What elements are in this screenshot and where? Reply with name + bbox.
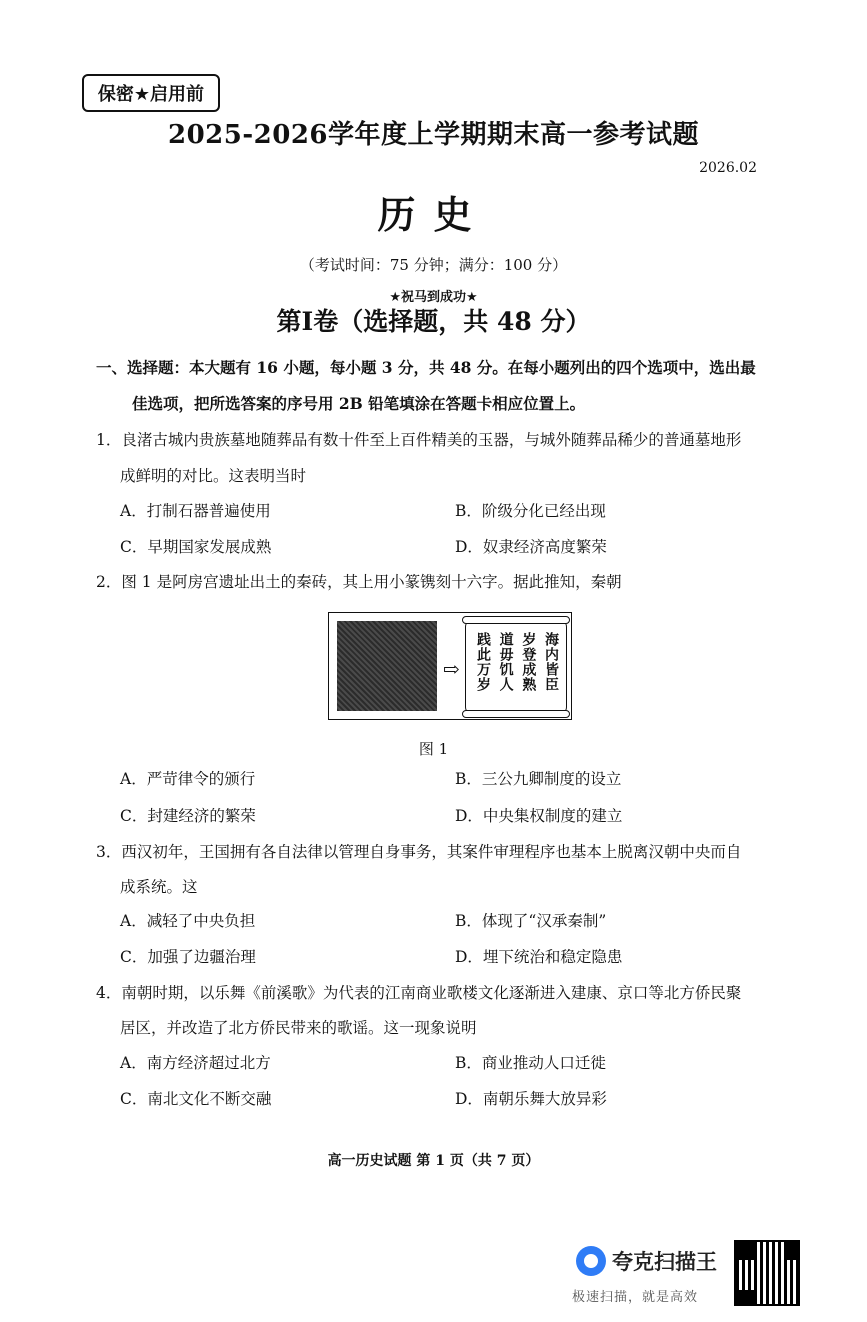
question-2-stem-line1: 2．图 1 是阿房宫遗址出土的秦砖，其上用小篆镌刻十六字。据此推知，秦朝: [96, 573, 622, 591]
question-1-option-d: D．奴隶经济高度繁荣: [455, 538, 607, 556]
question-3-option-a: A．减轻了中央负担: [120, 912, 256, 930]
watermark-slogan: 极速扫描，就是高效: [572, 1290, 699, 1305]
brick-rubbing-image: [337, 621, 437, 711]
figure-1-qin-brick: [328, 612, 572, 720]
question-1-stem-line1: 1．良渚古城内贵族墓地随葬品有数十件至上百件精美的玉器，与城外随葬品稀少的普通墓地形: [96, 431, 742, 449]
inscription-column-1: 海内皆臣: [542, 632, 559, 692]
question-3-option-d: D．埋下统治和稳定隐患: [455, 948, 623, 966]
question-4-option-b: B．商业推动人口迁徙: [455, 1054, 606, 1072]
question-4-stem-line2: 居区，并改造了北方侨民带来的歌谣。这一现象说明: [120, 1019, 477, 1037]
question-2-option-a: A．严苛律令的颁行: [120, 770, 256, 788]
question-1-option-a: A．打制石器普遍使用: [120, 502, 271, 520]
inscription-column-4: 践此万岁: [475, 632, 491, 692]
question-4-stem-line1: 4．南朝时期，以乐舞《前溪歌》为代表的江南商业歌楼文化逐渐进入建康、京口等北方侨民聚: [96, 984, 742, 1002]
question-1-stem-line2: 成鲜明的对比。这表明当时: [120, 467, 307, 485]
figure-1-caption: 图 1: [418, 740, 449, 758]
question-4-option-a: A．南方经济超过北方: [120, 1054, 271, 1072]
question-2-option-b: B．三公九卿制度的设立: [455, 770, 622, 788]
section-instruction-line1: 一、选择题：本大题有 16 小题，每小题 3 分，共 48 分。在每小题列出的四个选项中，选出最: [96, 358, 756, 377]
scroll-rod-top: [462, 616, 570, 624]
inscription-column-3: 道毋饥人: [497, 632, 514, 692]
question-3-option-b: B．体现了“汉承秦制”: [455, 912, 607, 930]
scroll-rod-bottom: [462, 710, 570, 718]
question-1-option-b: B．阶级分化已经出现: [455, 502, 606, 520]
question-4-option-d: D．南朝乐舞大放异彩: [455, 1090, 607, 1108]
exam-title: 2025-2026学年度上学期期末高一参考试题: [167, 120, 700, 150]
watermark-brand-name: 夸克扫描王: [612, 1250, 717, 1274]
inscription-column-2: 岁登成熟: [520, 632, 537, 692]
arrow-right-icon: ⇨: [443, 657, 460, 681]
question-1-option-c: C．早期国家发展成熟: [120, 538, 272, 556]
question-3-option-c: C．加强了边疆治理: [120, 948, 256, 966]
question-4-option-c: C．南北文化不断交融: [120, 1090, 272, 1108]
quark-logo-icon: [576, 1246, 606, 1276]
subject-title: 历史: [377, 192, 490, 237]
question-3-stem-line2: 成系统。这: [120, 878, 198, 896]
confidential-stamp: 保密★启用前: [82, 74, 220, 112]
scroll-transcription: [465, 619, 567, 715]
question-3-stem-line1: 3．西汉初年，王国拥有各自法律以管理自身事务，其案件审理程序也基本上脱离汉朝中央而自: [96, 843, 742, 861]
wish-line: ★祝马到成功★: [389, 290, 478, 305]
question-2-option-d: D．中央集权制度的建立: [455, 807, 623, 825]
exam-date: 2026.02: [699, 160, 757, 176]
exam-info: （考试时间：75 分钟；满分：100 分）: [299, 256, 568, 274]
scanner-watermark: [572, 1244, 732, 1305]
section-instruction-line2: 佳选项，把所选答案的序号用 2B 铅笔填涂在答题卡相应位置上。: [132, 394, 586, 413]
question-2-option-c: C．封建经济的繁荣: [120, 807, 256, 825]
qr-code-icon: [734, 1240, 800, 1306]
volume-title: 第Ⅰ卷（选择题，共 48 分）: [276, 307, 591, 336]
page-footer: 高一历史试题 第 1 页（共 7 页）: [327, 1153, 540, 1169]
